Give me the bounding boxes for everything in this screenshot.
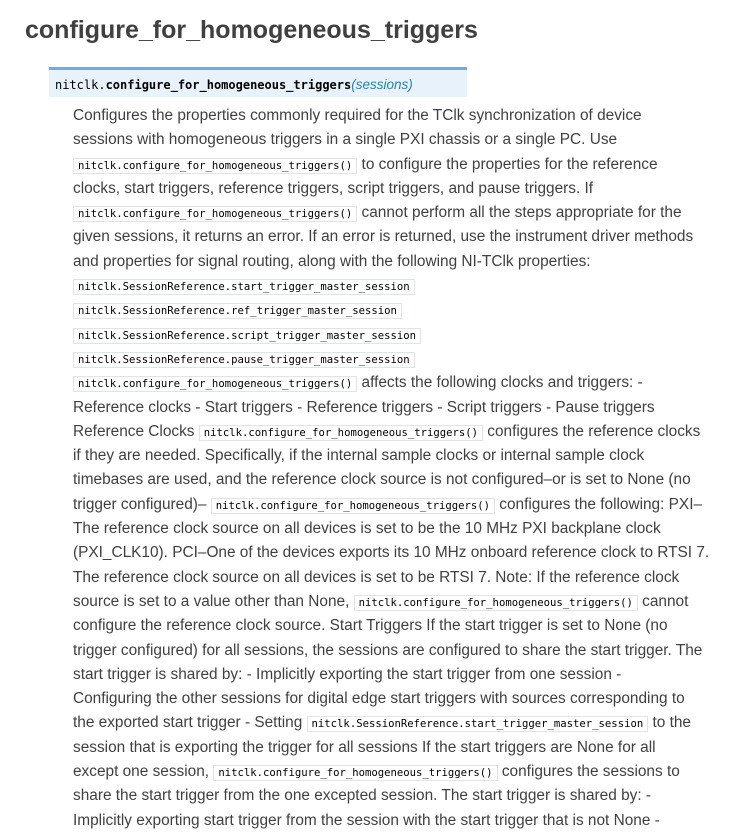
desc-line: sessions with homogeneous triggers in a single PXI chassis or a single PC. Use bbox=[73, 131, 618, 149]
desc-text: affects the following clocks and triggers: - bbox=[357, 374, 643, 392]
code-start-master: nitclk.SessionReference.start_trigger_master_session bbox=[307, 716, 649, 732]
desc-line: clocks, start triggers, reference triggers, script triggers, and pause triggers. If bbox=[73, 179, 594, 197]
code-func-ref: nitclk.configure_for_homogeneous_triggers() bbox=[73, 158, 357, 174]
desc-line bbox=[73, 371, 733, 395]
desc-line: given sessions, it returns an error. If an error is returned, use the instrument driver methods bbox=[73, 228, 694, 246]
desc-text: except one session, bbox=[73, 763, 214, 781]
code-func-ref: nitclk.configure_for_homogeneous_triggers() bbox=[73, 376, 357, 392]
signature-name: configure_for_homogeneous_triggers bbox=[105, 78, 352, 92]
desc-line bbox=[73, 274, 733, 298]
desc-line: timebases are used, and the reference clock source is not configured–or is set to None (no bbox=[73, 471, 691, 489]
code-func-ref: nitclk.configure_for_homogeneous_triggers() bbox=[199, 425, 483, 441]
code-script-master: nitclk.SessionReference.script_trigger_master_session bbox=[73, 328, 421, 344]
desc-text: to configure the properties for the reference bbox=[357, 155, 658, 173]
desc-line bbox=[73, 347, 733, 371]
desc-line bbox=[73, 760, 733, 784]
desc-line bbox=[73, 153, 733, 177]
code-pause-master: nitclk.SessionReference.pause_trigger_master_session bbox=[73, 352, 415, 368]
desc-line: trigger configured) for all sessions, the sessions are configured to share the start trigger. The bbox=[73, 641, 703, 659]
desc-line bbox=[73, 298, 733, 322]
desc-line bbox=[73, 493, 733, 517]
desc-text: configures the following: PXI– bbox=[495, 495, 703, 513]
desc-text: the exported start trigger - Setting bbox=[73, 714, 307, 732]
desc-line: The reference clock source on all devices is set to be RTSI 7. Note: If the reference clock bbox=[73, 568, 680, 586]
desc-line: Configuring the other sessions for digital edge start triggers with sources corresponding to bbox=[73, 690, 685, 708]
signature-param-sessions: sessions bbox=[355, 77, 409, 92]
desc-line: session that is exporting the trigger for all sessions If the start triggers are None for all bbox=[73, 738, 656, 756]
desc-line: configure the reference clock source. Start Triggers If the start trigger is set to None (no bbox=[73, 617, 668, 635]
function-description bbox=[73, 104, 733, 833]
code-func-ref: nitclk.configure_for_homogeneous_triggers() bbox=[213, 765, 497, 781]
desc-line: (PXI_CLK10). PCI–One of the devices exports its 10 MHz onboard reference clock to RTSI 7. bbox=[73, 544, 710, 562]
code-ref-master: nitclk.SessionReference.ref_trigger_master_session bbox=[73, 303, 402, 319]
desc-line: Configures the properties commonly required for the TClk synchronization of device bbox=[73, 107, 642, 124]
page-title: configure_for_homogeneous_triggers bbox=[25, 16, 478, 44]
desc-text: trigger configured)– bbox=[73, 495, 211, 513]
desc-line bbox=[73, 590, 733, 614]
desc-line: and properties for signal routing, along with the following NI-TClk properties: bbox=[73, 252, 591, 270]
desc-line: Implicitly exporting start trigger from the session with the start trigger that is not None - bbox=[73, 811, 660, 829]
function-signature bbox=[49, 67, 467, 97]
code-func-ref: nitclk.configure_for_homogeneous_triggers() bbox=[73, 206, 357, 222]
desc-line: start trigger is shared by: - Implicitly exporting the start trigger from one session - bbox=[73, 665, 622, 683]
code-func-ref: nitclk.configure_for_homogeneous_triggers() bbox=[211, 498, 495, 514]
code-func-ref: nitclk.configure_for_homogeneous_triggers() bbox=[354, 595, 638, 611]
desc-text: cannot bbox=[637, 592, 689, 610]
signature-prefix: nitclk. bbox=[55, 78, 106, 92]
desc-line: share the start trigger from the one excepted session. The start trigger is shared by: - bbox=[73, 787, 651, 805]
desc-line: Reference clocks - Start triggers - Reference triggers - Script triggers - Pause triggers bbox=[73, 398, 655, 416]
desc-text: configures the sessions to bbox=[497, 763, 680, 781]
desc-line bbox=[73, 711, 733, 735]
desc-line: The reference clock source on all devices is set to be the 10 MHz PXI backplane clock bbox=[73, 520, 661, 538]
code-start-master: nitclk.SessionReference.start_trigger_master_session bbox=[73, 279, 415, 295]
desc-text: cannot perform all the steps appropriate for the bbox=[357, 204, 682, 222]
desc-text: Reference Clocks bbox=[73, 422, 199, 440]
desc-text: to the bbox=[648, 714, 691, 732]
signature-close-paren: ) bbox=[408, 77, 413, 92]
desc-line bbox=[73, 201, 733, 225]
desc-line bbox=[73, 323, 733, 347]
signature-open-paren: ( bbox=[351, 77, 356, 92]
desc-line bbox=[73, 420, 733, 444]
desc-text: source is set to a value other than None, bbox=[73, 592, 354, 610]
desc-text: configures the reference clocks bbox=[483, 422, 701, 440]
desc-line: if they are needed. Specifically, if the internal sample clocks or internal sample clock bbox=[73, 447, 645, 465]
